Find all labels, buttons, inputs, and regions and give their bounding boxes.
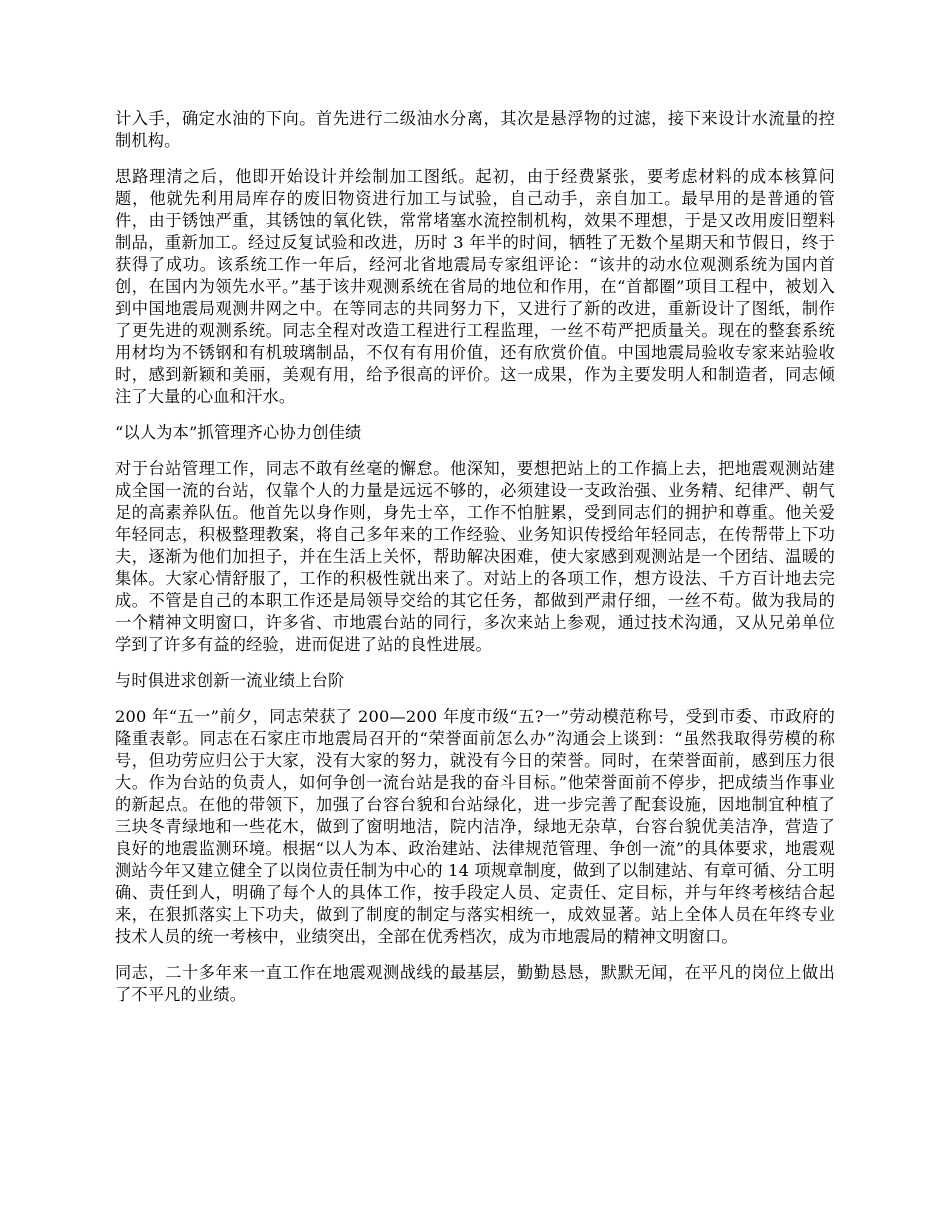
section-heading-management: “以人为本”抓管理齐心协力创佳绩 <box>115 423 362 442</box>
paragraph-management: 对于台站管理工作，同志不敢有丝毫的懈怠。他深知，要想把站上的工作搞上去，把地震观测站建成全国一流的台站，仅靠个人的力量是远远不够的，必须建设一支政治强、业务精、纪律严、朝气足的高素养队伍。他首先以身作则，身先士卒，工作不怕脏累，受到同志们的拥护和尊重。他关爱年轻同志，积极整理教案，将自己多年来的工作经验、业务知识传授给年轻同志，在传帮带上下功夫，逐渐为他们加担子，并在生活上关怀，帮助解决困难，使大家感到观测站是一个团结、温暖的集体。大家心情舒服了，工作的积极性就出来了。对站上的各项工作，想方设法、千方百计地去完成。不管是自己的本职工作还是局领导交给的其它任务，都做到严肃仔细，一丝不苟。做为我局的一个精神文明窗口，许多省、市地震台站的同行，多次来站上参观，通过技术沟通，又从兄弟单位学到了许多有益的经验，进而促进了站的良性进展。 <box>115 459 835 654</box>
paragraph-system-design: 思路理清之后，他即开始设计并绘制加工图纸。起初，由于经费紧张，要考虑材料的成本核算问题，他就先利用局库存的废旧物资进行加工与试验，自己动手，亲自加工。最早用的是普通的管件，由于锈蚀严重，其锈蚀的氧化铁，常常堵塞水流控制机构，效果不理想，于是又改用废旧塑料制品，重新加工。经过反复试验和改进，历时 3 年半的时间，牺牲了无数个星期天和节假日，终于获得了成功。该系统工作一年后，经河北省地震局专家组评论：“该井的动水位观测系统为国内首创，在国内为领先水平。”基于该井观测系统在省局的地位和作用，在“首都圈”项目工程中，被划入到中国地震局观测井网之中。在等同志的共同努力下，又进行了新的改进，重新设计了图纸，制作了更先进的观测系统。同志全程对改造工程进行工程监理，一丝不苟严把质量关。现在的整套系统用材均为不锈钢和有机玻璃制品，不仅有有用价值，还有欣赏价值。中国地震局验收专家来站验收时，感到新颖和美丽，美观有用，给予很高的评价。这一成果，作为主要发明人和制造者，同志倾注了大量的心血和汗水。 <box>115 167 835 406</box>
paragraph-intro: 计入手，确定水油的下向。首先进行二级油水分离，其次是悬浮物的过滤，接下来设计水流量的控制机构。 <box>115 109 835 150</box>
section-heading-innovation: 与时俱进求创新一流业绩上台阶 <box>115 671 345 690</box>
paragraph-conclusion: 同志，二十多年来一直工作在地震观测战线的最基层，勤勤恳恳，默默无闻，在平凡的岗位上做出了不平凡的业绩。 <box>115 963 835 1004</box>
paragraph-innovation: 200 年“五一”前夕，同志荣获了 200—200 年度市级“五?一”劳动模范称号，受到市委、市政府的隆重表彰。同志在石家庄市地震局召开的“荣誉面前怎么办”沟通会上谈到：“虽然我取得劳模的称号，但功劳应归公于大家，没有大家的努力，就没有今日的荣誉。同时，在荣誉面前，感到压力很大。作为台站的负责人，如何争创一流台站是我的奋斗目标。”他荣誉面前不停步，把成绩当作事业的新起点。在他的带领下，加强了台容台貌和台站绿化，进一步完善了配套设施，因地制宜种植了三块冬青绿地和一些花木，做到了窗明地洁，院内洁净，绿地无杂草，台容台貌优美洁净，营造了良好的地震监测环境。根据“以人为本、政治建站、法律规范管理、争创一流”的具体要求，地震观测站今年又建立健全了以岗位责任制为中心的 14 项规章制度，做到了以制建站、有章可循、分工明确、责任到人，明确了每个人的具体工作，按手段定人员、定责任、定目标，并与年终考核结合起来，在狠抓落实上下功夫，做到了制度的制定与落实相统一，成效显著。站上全体人员在年终专业技术人员的统一考核中，业绩突出，全部在优秀档次，成为市地震局的精神文明窗口。 <box>115 707 835 946</box>
